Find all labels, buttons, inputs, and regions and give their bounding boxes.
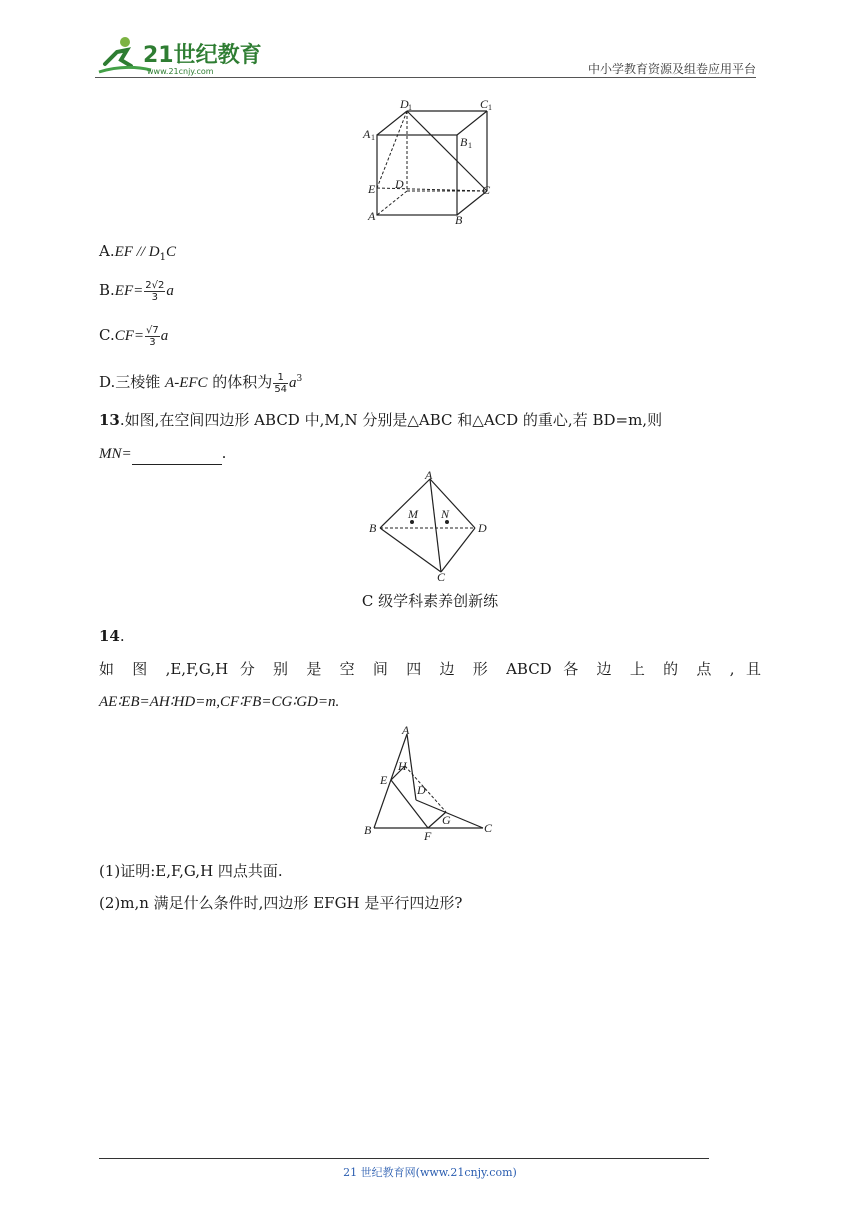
label-c: C bbox=[484, 821, 493, 835]
question-13-line1: 13.如图,在空间四边形 ABCD 中,M,N 分别是△ABC 和△ACD 的重心,若 BD=m,则 bbox=[99, 411, 663, 429]
label-d1: D bbox=[400, 98, 409, 111]
header-divider bbox=[95, 77, 756, 78]
label-a: A bbox=[368, 209, 376, 223]
label-d: D bbox=[395, 177, 404, 191]
label-b: B bbox=[364, 823, 372, 837]
svg-text:1: 1 bbox=[468, 141, 472, 150]
site-logo bbox=[95, 34, 265, 78]
svg-text:1: 1 bbox=[408, 103, 412, 112]
footer-divider bbox=[99, 1158, 709, 1159]
option-c: C.CF= $\frac{√7}{3}$ a bbox=[99, 324, 169, 348]
label-a: A bbox=[425, 468, 433, 482]
question-14-line2: AE∶EB=AH∶HD=m,CF∶FB=CG∶GD=n. bbox=[99, 694, 340, 710]
logo-url: www.21cnjy.com bbox=[147, 67, 214, 76]
label-f: F bbox=[424, 829, 432, 843]
label-b1: B bbox=[460, 135, 468, 149]
svg-text:1: 1 bbox=[371, 133, 375, 142]
question-13-line2: MN= . bbox=[99, 442, 226, 465]
question-14-number: 14. bbox=[99, 627, 125, 645]
header-tagline: 中小学教育资源及组卷应用平台 bbox=[587, 62, 756, 76]
label-n: N bbox=[441, 507, 450, 521]
footer-text: 21 世纪教育网(www.21cnjy.com) bbox=[343, 1166, 517, 1179]
label-a: A bbox=[402, 724, 410, 737]
answer-blank bbox=[132, 450, 222, 465]
label-g: G bbox=[442, 813, 451, 827]
svg-text:1: 1 bbox=[488, 103, 492, 112]
section-title: C 级学科素养创新练 bbox=[361, 592, 499, 610]
label-h: H bbox=[398, 759, 407, 773]
option-b: B.EF= $\frac{2√2}{3}$ a bbox=[99, 279, 174, 303]
question-14-part2: (2)m,n 满足什么条件时,四边形 EFGH 是平行四边形? bbox=[99, 894, 463, 912]
cube-figure bbox=[360, 98, 505, 228]
tetrahedron-figure bbox=[365, 468, 495, 583]
label-c1: C bbox=[480, 98, 489, 111]
question-14-part1: (1)证明:E,F,G,H 四点共面. bbox=[99, 862, 283, 880]
label-d: D bbox=[417, 783, 426, 797]
label-e: E bbox=[380, 773, 388, 787]
option-a: $A.EF // D_1C$ bbox=[99, 242, 176, 263]
label-b: B bbox=[455, 213, 463, 227]
label-c: C bbox=[437, 570, 446, 583]
label-m: M bbox=[408, 507, 418, 521]
label-d: D bbox=[478, 521, 487, 535]
label-e: E bbox=[368, 182, 376, 196]
question-14-line1: 如 图 ,E,F,G,H 分 别 是 空 间 四 边 形 ABCD 各 边 上 的 点 , 且 bbox=[99, 660, 761, 678]
option-d: D.三棱锥 A-EFC 的体积为 $\frac{1}{54}$ $a^3$ bbox=[99, 371, 303, 395]
spatial-quadrilateral-figure bbox=[360, 724, 500, 846]
label-a1: A bbox=[363, 127, 371, 141]
logo-title: 21世纪教育 bbox=[143, 43, 262, 68]
label-c: C bbox=[482, 183, 491, 197]
label-b: B bbox=[369, 521, 377, 535]
